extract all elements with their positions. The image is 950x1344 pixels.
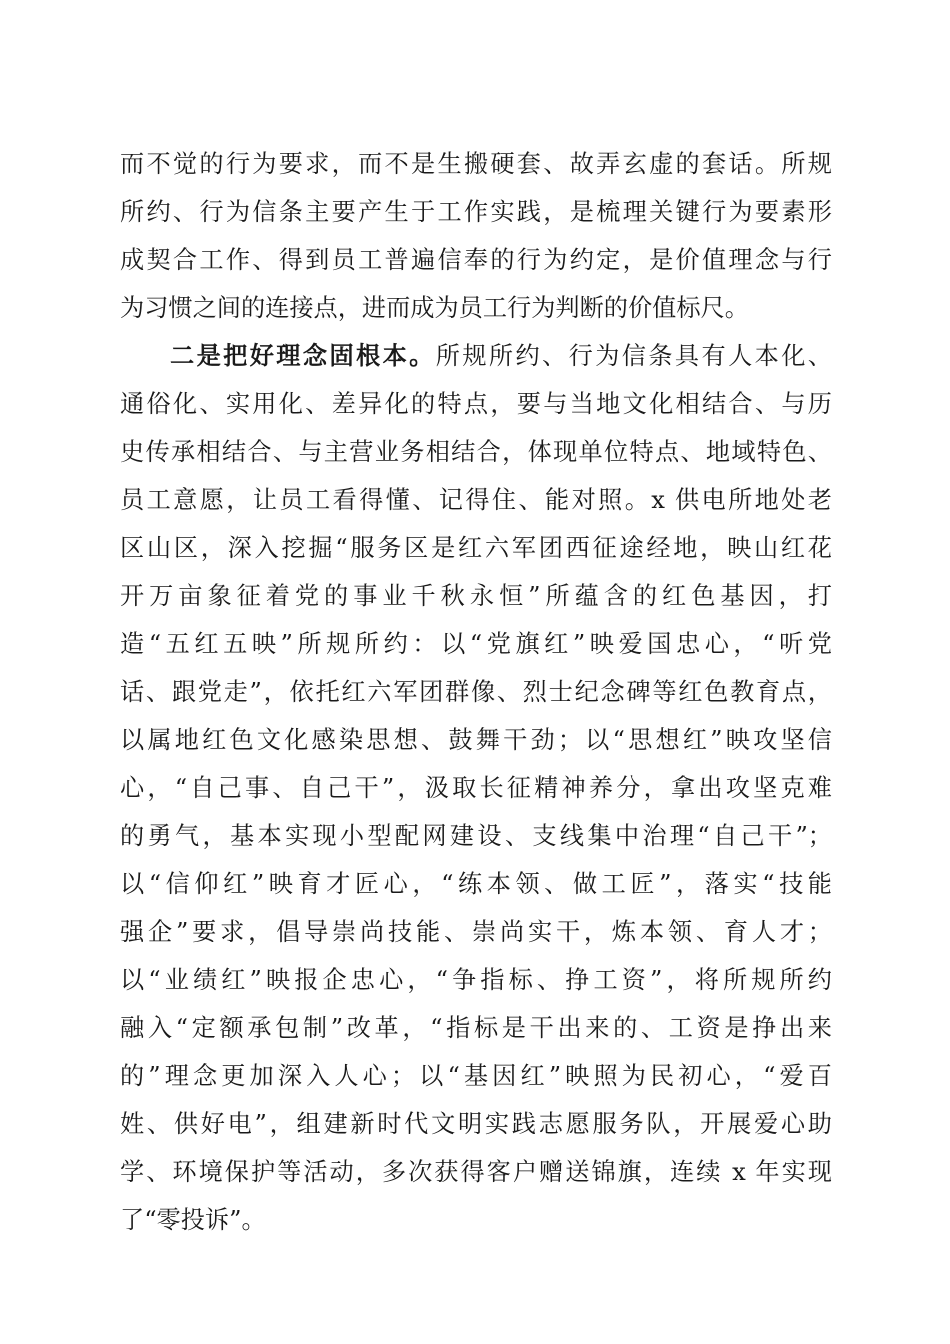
paragraph-first-line xyxy=(120,332,832,380)
text-run: 所规所约、行为信条具有人本化、 xyxy=(435,342,832,370)
text-line: 以“业绩红”映报企忠心，“争指标、挣工资”，将所规所约 xyxy=(120,966,832,994)
paragraph-2 xyxy=(120,332,832,1244)
text-line: 造“五红五映”所规所约：以“党旗红”映爱国忠心，“听党 xyxy=(120,630,832,658)
text-line: 以属地红色文化感染思想、鼓舞干劲；以“思想红”映攻坚信 xyxy=(120,726,832,754)
text-line: 的”理念更加深入人心；以“基因红”映照为民初心，“爱百 xyxy=(120,1062,832,1090)
text-line: 融入“定额承包制”改革，“指标是干出来的、工资是挣出来 xyxy=(120,1014,832,1042)
text-line: 以“信仰红”映育才匠心，“练本领、做工匠”，落实“技能 xyxy=(120,870,832,898)
text-line: 而不觉的行为要求，而不是生搬硬套、故弄玄虚的套话。所规 xyxy=(120,150,832,178)
text-line: 史传承相结合、与主营业务相结合，体现单位特点、地域特色、 xyxy=(120,438,832,466)
text-line: 区山区，深入挖掘“服务区是红六军团西征途经地，映山红花 xyxy=(120,534,832,562)
body-text xyxy=(120,140,832,1244)
paragraph-1 xyxy=(120,140,832,332)
text-line: 所约、行为信条主要产生于工作实践，是梳理关键行为要素形 xyxy=(120,198,832,226)
text-line: 开万亩象征着党的事业千秋永恒”所蕴含的红色基因，打 xyxy=(120,582,832,610)
text-line: 的勇气，基本实现小型配网建设、支线集中治理“自己干”； xyxy=(120,822,832,850)
text-line: 话、跟党走”，依托红六军团群像、烈士纪念碑等红色教育点， xyxy=(120,678,832,706)
text-line: 成契合工作、得到员工普遍信奉的行为约定，是价值理念与行 xyxy=(120,246,832,274)
text-line: 心，“自己事、自己干”，汲取长征精神养分，拿出攻坚克难 xyxy=(120,774,832,802)
text-line: 学、环境保护等活动，多次获得客户赠送锦旗，连续 x 年实现 xyxy=(120,1158,832,1186)
text-line: 强企”要求，倡导崇尚技能、崇尚实干，炼本领、育人才； xyxy=(120,918,832,946)
text-line: 通俗化、实用化、差异化的特点，要与当地文化相结合、与历 xyxy=(120,390,832,418)
text-line: 了“零投诉”。 xyxy=(120,1206,266,1234)
paragraph-heading: 二是把好理念固根本。 xyxy=(170,341,436,370)
text-line: 员工意愿，让员工看得懂、记得住、能对照。x 供电所地处老 xyxy=(120,486,832,514)
text-line: 姓、供好电”，组建新时代文明实践志愿服务队，开展爱心助 xyxy=(120,1110,832,1138)
text-line: 为习惯之间的连接点，进而成为员工行为判断的价值标尺。 xyxy=(120,294,749,322)
